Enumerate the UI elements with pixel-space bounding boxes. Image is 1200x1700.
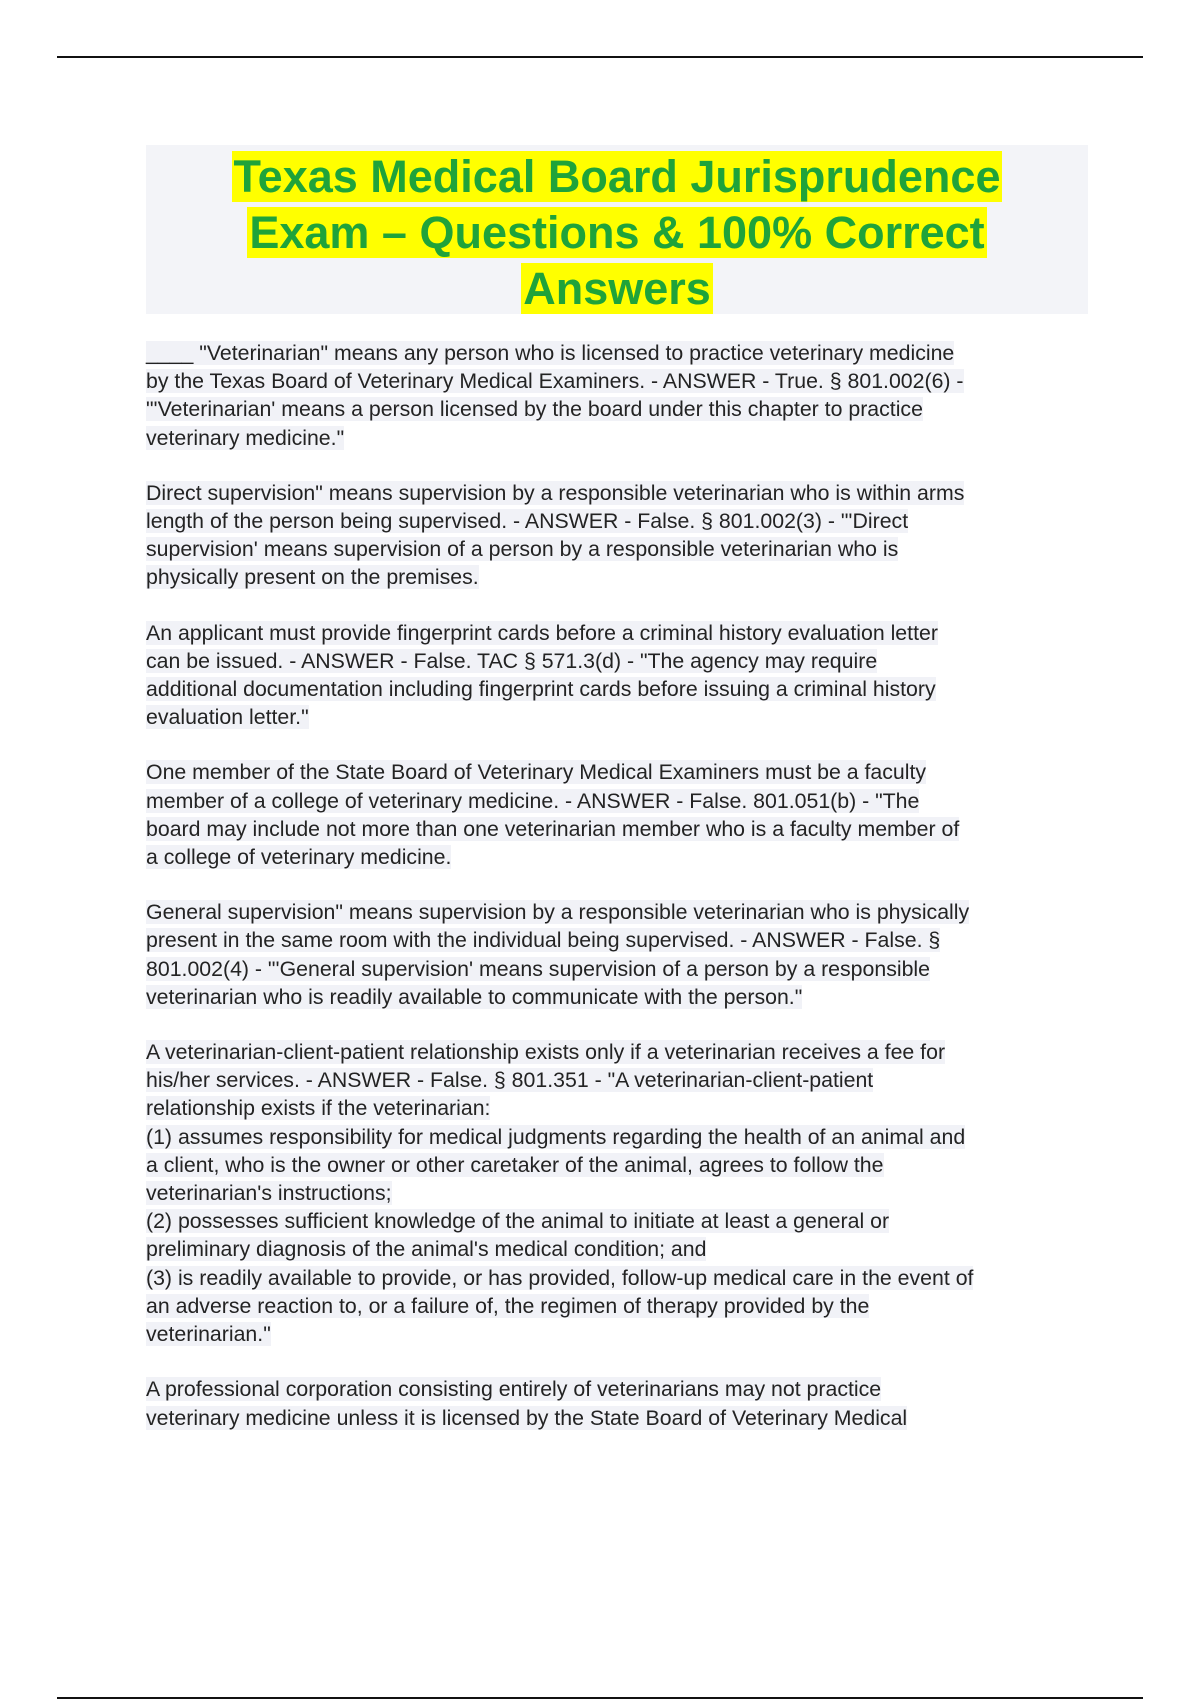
title-line-2: Exam – Questions & 100% Correct — [249, 207, 985, 258]
bottom-rule — [57, 1697, 1143, 1699]
qa-line: An applicant must provide fingerprint cards before a criminal history evaluation letter — [146, 620, 938, 645]
qa-line: can be issued. - ANSWER - False. TAC § 571.3(d) - "The agency may require — [146, 648, 878, 673]
qa-line: relationship exists if the veterinarian: — [146, 1096, 491, 1121]
qa-line: his/her services. - ANSWER - False. § 801.351 - "A veterinarian-client-patient — [146, 1068, 874, 1093]
qa-line: additional documentation including fingerprint cards before issuing a criminal history — [146, 677, 936, 702]
qa-line: veterinarian's instructions; — [146, 1181, 392, 1206]
qa-line: (3) is readily available to provide, or has provided, follow-up medical care in the event of — [146, 1265, 974, 1290]
title-line-3: Answers — [523, 263, 711, 314]
qa-line: present in the same room with the individual being supervised. - ANSWER - False. § — [146, 928, 941, 953]
qa-line: (1) assumes responsibility for medical judgments regarding the health of an animal and — [146, 1124, 966, 1149]
qa-line: Direct supervision" means supervision by a responsible veterinarian who is within arms — [146, 480, 965, 505]
qa-line: veterinarian who is readily available to communicate with the person." — [146, 984, 803, 1009]
qa-line: member of a college of veterinary medicine. - ANSWER - False. 801.051(b) - "The — [146, 788, 920, 813]
qa-entry — [146, 479, 1091, 592]
document-title — [146, 145, 1088, 317]
qa-line: preliminary diagnosis of the animal's medical condition; and — [146, 1237, 707, 1262]
qa-line: supervision' means supervision of a person by a responsible veterinarian who is — [146, 537, 899, 562]
qa-entry — [146, 1375, 1091, 1431]
qa-line: 801.002(4) - "'General supervision' means supervision of a person by a responsible — [146, 956, 930, 981]
qa-line: board may include not more than one veterinarian member who is a faculty member of — [146, 816, 960, 841]
title-line-1: Texas Medical Board Jurisprudence — [233, 151, 1001, 202]
question-answer-list — [146, 339, 1091, 1459]
qa-line: veterinarian." — [146, 1322, 271, 1347]
qa-line: evaluation letter." — [146, 705, 309, 730]
qa-line: One member of the State Board of Veterinary Medical Examiners must be a faculty — [146, 760, 927, 785]
top-rule — [57, 56, 1143, 58]
qa-line: veterinary medicine unless it is licensed by the State Board of Veterinary Medical — [146, 1405, 908, 1430]
qa-line: an adverse reaction to, or a failure of, the regimen of therapy provided by the — [146, 1293, 870, 1318]
qa-line: length of the person being supervised. - ANSWER - False. § 801.002(3) - "'Direct — [146, 509, 909, 534]
qa-line: a college of veterinary medicine. — [146, 845, 452, 870]
qa-line: ____ "Veterinarian" means any person who is licensed to practice veterinary medicine — [146, 341, 955, 365]
qa-entry — [146, 898, 1091, 1011]
qa-line: A professional corporation consisting entirely of veterinarians may not practice — [146, 1377, 882, 1402]
qa-line: General supervision" means supervision by a responsible veterinarian who is physically — [146, 900, 970, 925]
qa-entry — [146, 339, 1091, 452]
qa-line: "'Veterinarian' means a person licensed by the board under this chapter to practice — [146, 397, 923, 422]
qa-line: veterinary medicine." — [146, 425, 345, 450]
qa-line: A veterinarian-client-patient relationship exists only if a veterinarian receives a fee for — [146, 1040, 946, 1065]
qa-line: by the Texas Board of Veterinary Medical Examiners. - ANSWER - True. § 801.002(6) - — [146, 369, 964, 394]
qa-entry — [146, 758, 1091, 871]
qa-line: physically present on the premises. — [146, 565, 479, 590]
qa-line: (2) possesses sufficient knowledge of the animal to initiate at least a general or — [146, 1209, 890, 1234]
qa-entry — [146, 1038, 1091, 1348]
qa-line: a client, who is the owner or other caretaker of the animal, agrees to follow the — [146, 1152, 884, 1177]
qa-entry — [146, 619, 1091, 732]
title-banner — [146, 145, 1088, 314]
